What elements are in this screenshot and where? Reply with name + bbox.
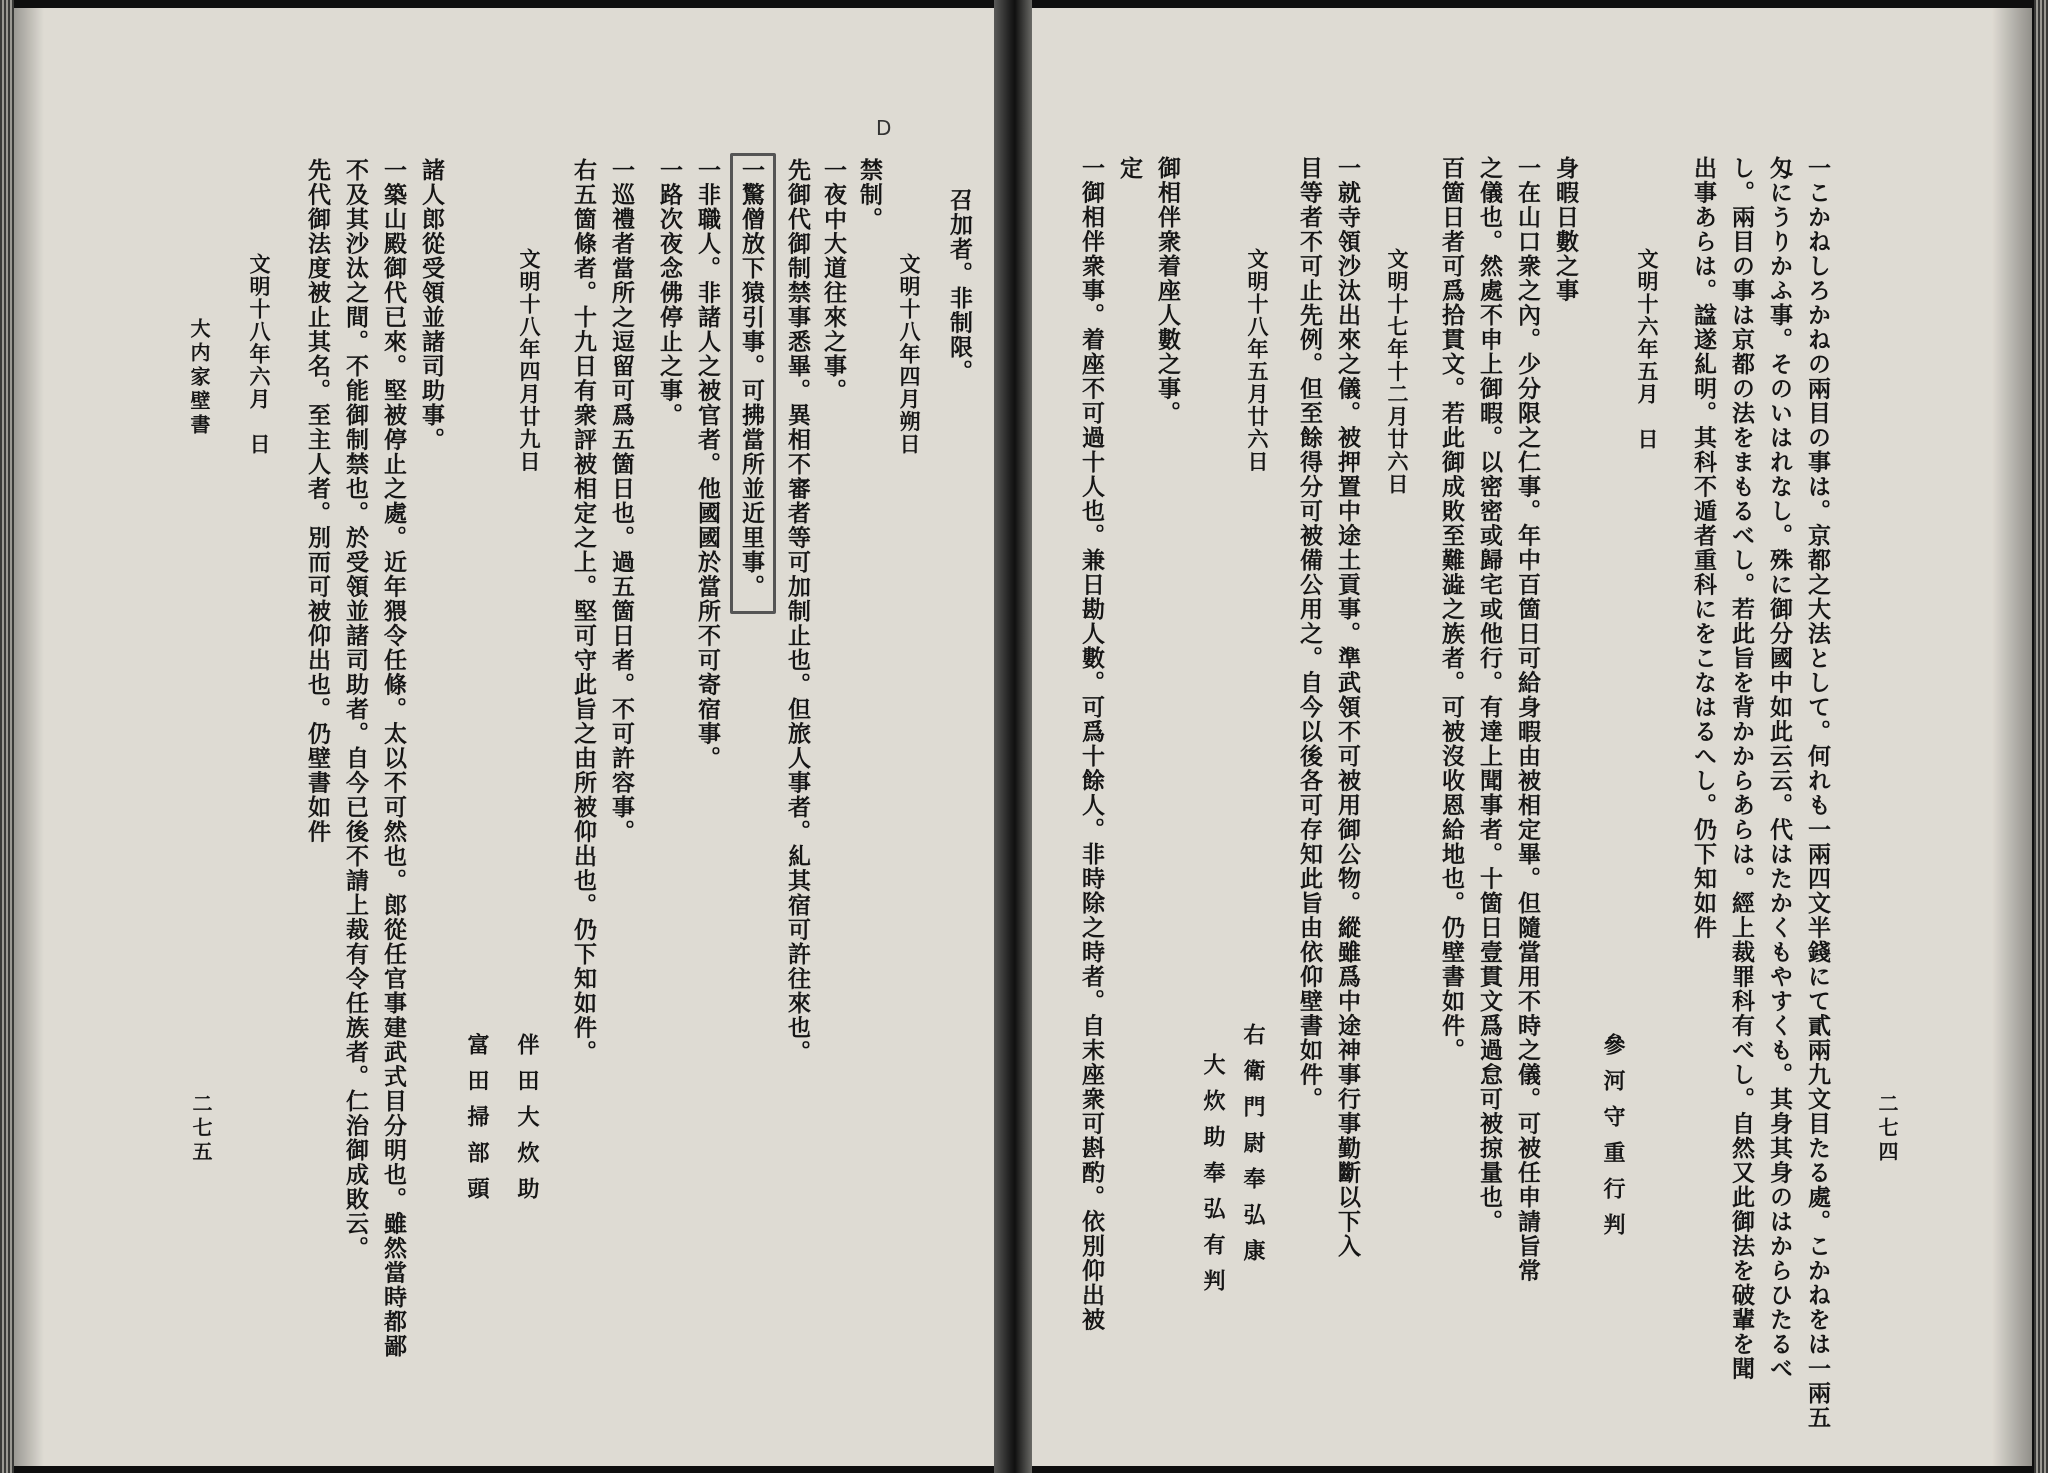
highlighted-text-column: 一驚僧放下猿引事。可拂當所並近里事。 [738, 158, 765, 599]
date-line: 文明十八年五月廿六日 [1245, 248, 1270, 473]
text-column: 一夜中大道往來之事。 [820, 158, 847, 403]
text-column: 之儀也。然處不申上御暇。以密密或歸宅或他行。有達上聞事者。十箇日壹貫文爲過怠可被掠量也。 [1476, 156, 1503, 1234]
page-number: 二七四 [1875, 1093, 1899, 1165]
left-page [14, 8, 994, 1466]
text-column: 出事あらは。諡遂糺明。其科不遁者重科にをこなはるへし。仍下知如件 [1690, 156, 1717, 940]
signature-line: 右衛門尉奉弘康 [1240, 1023, 1266, 1275]
text-column: 召加者。非制限。 [946, 188, 973, 384]
right-page-edges [2034, 0, 2048, 1473]
pencil-mark: D [876, 116, 892, 140]
date-line: 文明十八年四月廿九日 [517, 248, 542, 473]
text-column: 先代御法度被止其名。至主人者。別而可被仰出也。仍壁書如件 [304, 158, 331, 844]
text-column: 右五箇條者。十九日有衆評被相定之上。堅可守此旨之由所被仰出也。仍下知如件。 [570, 158, 597, 1065]
section-heading: 身暇日數之事 [1552, 156, 1579, 303]
signature-line: 富田掃部頭 [464, 1033, 490, 1213]
text-column: 匁にうりかふ事。そのいはれなし。殊に御分國中如此云云。代はたかくもやすくも。其身其身のはからひたるべ [1766, 156, 1793, 1381]
running-footer: 大内家壁書 [187, 318, 211, 438]
page-number: 二七五 [189, 1093, 213, 1165]
text-column: し。兩目の事は京都の法をまもるべし。若此旨を背かからあらは。經上裁罪科有べし。自然又此御法を破輩を聞 [1728, 156, 1755, 1381]
signature-line: 大炊助奉弘有判 [1200, 1053, 1226, 1305]
text-column: 一御相伴衆事。着座不可過十人也。兼日勘人數。可爲十餘人。非時除之時者。自末座衆可斟酌。依別仰出被 [1078, 156, 1105, 1332]
text-column: 目等者不可止先例。但至餘得分可被備公用之。自今以後各可存知此旨由依仰壁書如件。 [1296, 156, 1323, 1112]
section-heading: 定 [1116, 156, 1143, 181]
text-column: 百箇日者可爲拾貫文。若此御成敗至難澁之族者。可被沒收恩給地也。仍壁書如件。 [1438, 156, 1465, 1063]
text-column: 一非職人。非諸人之被官者。他國國於當所不可寄宿事。 [694, 158, 721, 771]
section-heading: 禁制。 [856, 158, 883, 232]
text-column: 先御代御制禁事悉畢。異相不審者等可加制止也。但旅人事者。糺其宿可許往來也。 [784, 158, 811, 1065]
date-line: 文明十六年五月 日 [1635, 248, 1660, 451]
date-line: 文明十八年六月 日 [247, 253, 272, 456]
text-column: 不及其沙汰之間。不能御制禁也。於受領並諸司助者。自今已後不請上裁有令任族者。仁治御成敗云。 [342, 158, 369, 1261]
book-gutter [994, 0, 1032, 1473]
signature-line: 伴田大炊助 [514, 1033, 540, 1213]
text-column: 一こかねしろかねの兩目の事は。京都之大法として。何れも一兩四文半錢にて貳兩九文目たる處。こかねをは一兩五 [1804, 156, 1831, 1430]
section-heading: 御相伴衆着座人數之事。 [1154, 156, 1181, 426]
right-page [1032, 8, 2032, 1466]
text-column: 一巡禮者當所之逗留可爲五箇日也。過五箇日者。不可許容事。 [608, 158, 635, 844]
text-column: 一路次夜念佛停止之事。 [656, 158, 683, 428]
date-line: 文明十七年十二月廿六日 [1385, 248, 1410, 496]
date-line: 文明十八年四月朔日 [897, 253, 922, 456]
left-page-edges [0, 0, 14, 1473]
signature-line: 參河守重行判 [1600, 1033, 1626, 1249]
section-heading: 諸人郎從受領並諸司助事。 [418, 158, 445, 452]
text-column: 一築山殿御代已來。堅被停止之處。近年猥令任條。太以不可然也。郎從任官事建武式目分明也。雖然當時都鄙 [380, 158, 407, 1359]
text-column: 一在山口衆之內。少分限之仁事。年中百箇日可給身暇由被相定畢。但隨當用不時之儀。可被任申請旨常 [1514, 156, 1541, 1283]
text-column: 一就寺領沙汰出來之儀。被押置中途土貢事。準武領不可被用御公物。縱雖爲中途神事行事勤斷以下入 [1334, 156, 1361, 1259]
